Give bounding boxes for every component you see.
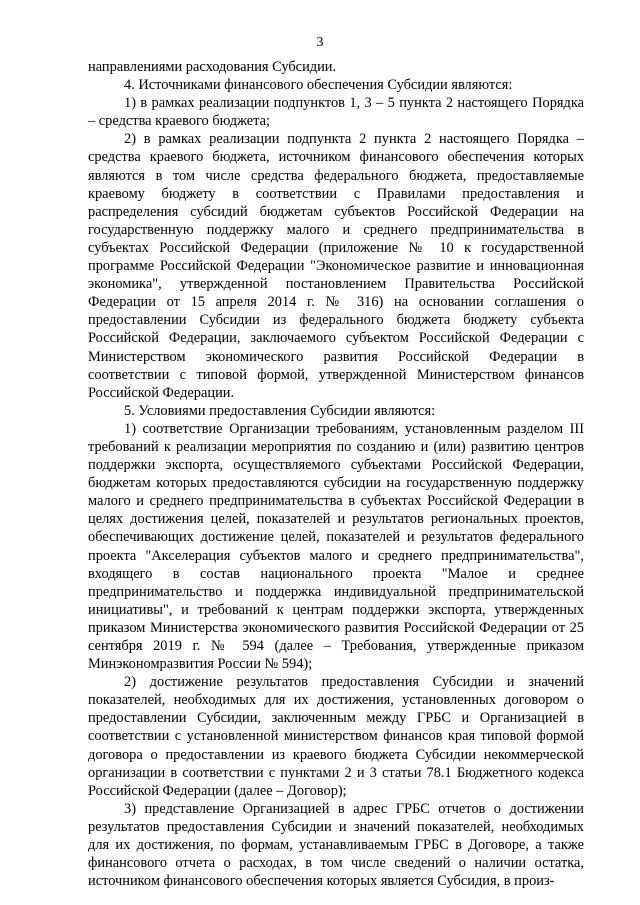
document-body <box>88 58 584 890</box>
paragraph-item-5-2: 2) достижение результатов предоставления Субсидии и значений показателей, необходимых для их достижения, установленных договором о предоставлении Субсидии, заключенным между ГРБС и Организацией в соответствии с установленной министерством финансов края типовой формой договора о предоставлении из краевого бюджета Субсидии некоммерческой организации в соответствии с пунктами 2 и 3 статьи 78.1 Бюджетного кодекса Российской Федерации (далее – Договор); <box>88 674 584 799</box>
paragraph-item-5-3: 3) представление Организацией в адрес ГРБС отчетов о достижении результатов предоставления Субсидии и значений показателей, необходимых для их достижения, по формам, устанавливаемым ГРБС в Договоре, а также финансового отчета о расходах, в том числе сведений о наличии остатка, источником финансового обеспечения которых является Субсидия, в произ- <box>88 800 584 890</box>
paragraph-item-5-1: 1) соответствие Организации требованиям, установленным разделом III требований к реализации мероприятия по созданию и (или) развитию центров поддержки экспорта, осуществляемого субъектами Российской Федерации, бюджетам которых предоставляются субсидии на государственную поддержку малого и среднего предпринимательства в субъектах Российской Федерации в целях достижения целей, показателей и результатов региональных проектов, обеспечивающих достижение целей, показателей и результатов федерального проекта "Акселерация субъектов малого и среднего предпринимательства", входящего в состав национального проекта "Малое и среднее предпринимательство и поддержка индивидуальной предпринимательской инициативы", и требований к центрам поддержки экспорта, утвержденных приказом Министерства экономического развития Российской Федерации от 25 сентября 2019 г. № 594 (далее – Требования, утвержденные приказом Минэкономразвития России № 594); <box>88 420 584 673</box>
paragraph-item-4: 4. Источниками финансового обеспечения Субсидии являются: <box>124 77 513 94</box>
paragraph-item-4-2: 2) в рамках реализации подпункта 2 пункта 2 настоящего Порядка – средства краевого бюджета, источником финансового обеспечения которых являются в том числе средства федерального бюджета, предоставляемые краевому бюджету в соответствии с Правилами предоставления и распределения субсидий бюджетам субъектов Российской Федерации на государственную поддержку малого и среднего предпринимательства в субъектах Российской Федерации (приложение № 10 к государственной программе Российской Федерации "Экономическое развитие и инновационная экономика", утвержденной постановлением Правительства Российской Федерации от 15 апреля 2014 г. № 316) на основании соглашения о предоставлении Субсидии из федерального бюджета бюджету субъекта Российской Федерации, заключаемого субъектом Российской Федерации с Министерством экономического развития Российской Федерации в соответствии с типовой формой, утвержденной Министерством финансов Российской Федерации. <box>88 131 584 401</box>
paragraph-item-4-1: 1) в рамках реализации подпунктов 1, 3 – 5 пункта 2 настоящего Порядка – средства краевого бюджета; <box>88 95 584 130</box>
paragraph-continuation: направлениями расходования Субсидии. <box>88 59 337 75</box>
paragraph-item-5: 5. Условиями предоставления Субсидии являются: <box>124 402 436 419</box>
page-number: 3 <box>316 35 324 50</box>
